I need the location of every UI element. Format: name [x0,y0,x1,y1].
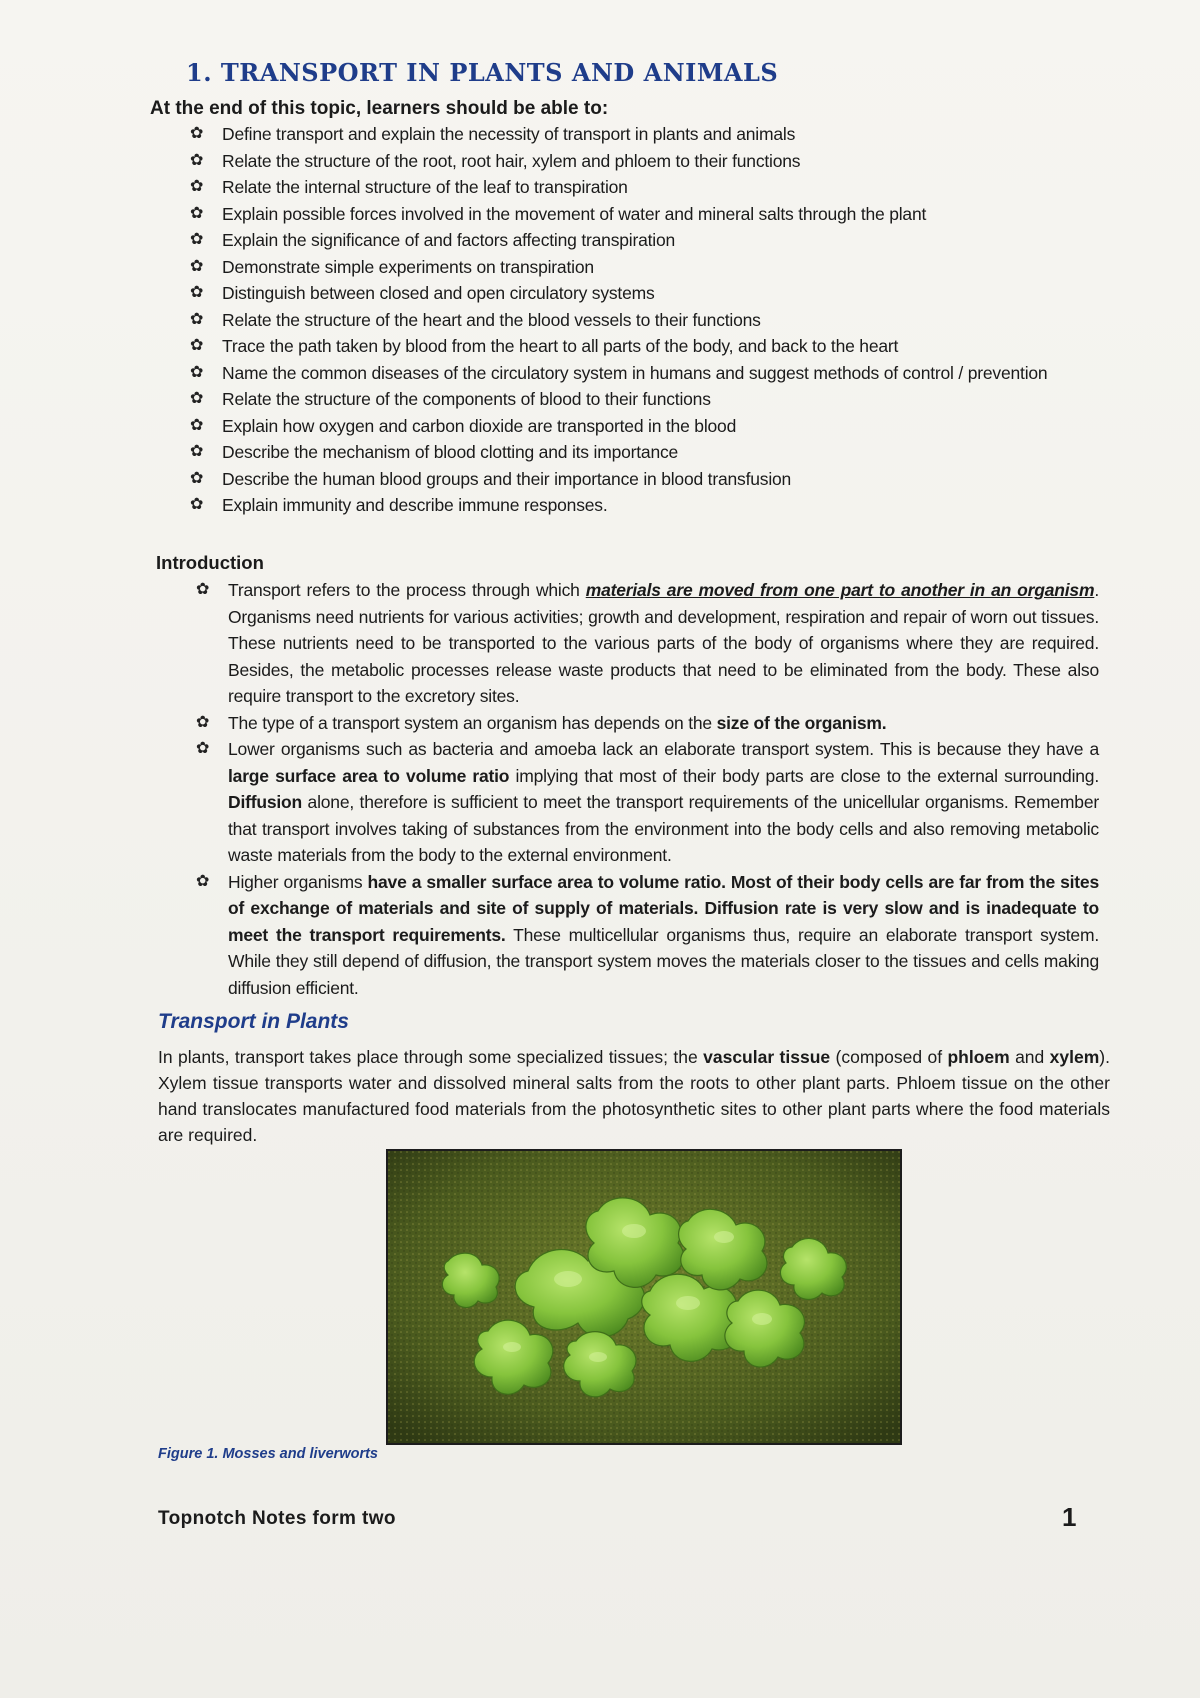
flower-bullet-icon: ✿ [190,390,204,407]
list-item: ✿ Relate the structure of the root, root hair, xylem and phloem to their functions [186,148,1086,175]
flower-bullet-icon: ✿ [196,740,210,757]
flower-bullet-icon: ✿ [190,151,204,169]
list-item: ✿ Describe the human blood groups and their importance in blood transfusion [186,466,1086,493]
list-item: ✿ Distinguish between closed and open circulatory systems [186,280,1086,307]
flower-bullet-icon: ✿ [190,125,204,142]
moss-illustration [388,1151,900,1443]
section-heading: Transport in Plants [158,1010,349,1033]
flower-bullet-icon: ✿ [196,713,210,731]
list-item: ✿ Relate the structure of the heart and the blood vessels to their functions [186,307,1086,334]
flower-bullet-icon: ✿ [190,231,204,248]
moss-photo [386,1149,902,1445]
list-item: ✿ Describe the mechanism of blood clotting and its importance [186,439,1086,466]
flower-bullet-icon: ✿ [190,178,204,195]
list-item: ✿ Explain how oxygen and carbon dioxide are transported in the blood [186,413,1086,440]
plants-paragraph: In plants, transport takes place through some specialized tissues; the vascular tissue (composed of phloem and xylem). Xylem tissue transports water and dissolved mineral salts from the roots to other plant parts. Phloem tissue on the other hand translocates manufactured food materials from the photosynthetic sites to other plant parts where the food materials are required. [158,1047,1110,1145]
list-item: ✿ The type of a transport system an organism has depends on the size of the organism. [192,710,1099,737]
flower-bullet-icon: ✿ [190,496,204,513]
list-item: ✿ Higher organisms have a smaller surface area to volume ratio. Most of their body cells are far from the sites of exchange of materials and site of supply of materials. Diffusion rate is very slow and is inadequate to meet the transport requirements. These multicellular organisms thus, require an elaborate transport system. While they still depend of diffusion, the transport system moves the materials closer to the tissues and cells making diffusion efficient. [192,869,1099,1002]
list-item: ✿ Name the common diseases of the circulatory system in humans and suggest methods of control / prevention [186,360,1086,387]
flower-bullet-icon: ✿ [196,872,210,890]
introduction-list [192,577,1099,1001]
list-item: ✿ Explain the significance of and factors affecting transpiration [186,227,1086,254]
flower-bullet-icon: ✿ [190,469,204,487]
list-item: ✿ Relate the structure of the components of blood to their functions [186,386,1086,413]
list-item: ✿ Transport refers to the process through which materials are moved from one part to another in an organism. Organisms need nutrients for various activities; growth and development, respiration and repair of worn out tissues. These nutrients need to be transported to the various parts of the body of organisms where they are required. Besides, the metabolic processes release waste products that need to be eliminated from the body. These also require transport to the excretory sites. [192,577,1099,710]
flower-bullet-icon: ✿ [190,443,204,460]
footer-title: Topnotch Notes form two [158,1508,396,1529]
list-item: ✿ Trace the path taken by blood from the heart to all parts of the body, and back to the heart [186,333,1086,360]
list-item: ✿ Lower organisms such as bacteria and amoeba lack an elaborate transport system. This is because they have a large surface area to volume ratio implying that most of their body parts are close to the external surrounding. Diffusion alone, therefore is sufficient to meet the transport requirements of the unicellular organisms. Remember that transport involves taking of substances from the environment into the body cells and also removing metabolic waste materials from the body to the external environment. [192,736,1099,869]
flower-bullet-icon: ✿ [190,416,204,434]
flower-bullet-icon: ✿ [190,337,204,354]
list-item: ✿ Relate the internal structure of the leaf to transpiration [186,174,1086,201]
flower-bullet-icon: ✿ [190,284,204,301]
flower-bullet-icon: ✿ [190,257,204,275]
key-definition: materials are moved from one part to another in an organism [585,580,1095,600]
objectives-list [186,121,1086,519]
introduction-heading: Introduction [156,552,264,573]
page-title: 1. TRANSPORT IN PLANTS AND ANIMALS [186,58,779,87]
list-item: ✿ Explain possible forces involved in the movement of water and mineral salts through the plant [186,201,1086,228]
flower-bullet-icon: ✿ [190,363,204,381]
list-item: ✿ Define transport and explain the necessity of transport in plants and animals [186,121,1086,148]
objectives-heading: At the end of this topic, learners should be able to: [150,98,609,119]
flower-bullet-icon: ✿ [196,581,210,598]
flower-bullet-icon: ✿ [190,204,204,222]
page-number: 1 [1062,1502,1077,1532]
figure-caption: Figure 1. Mosses and liverworts [158,1446,378,1462]
flower-bullet-icon: ✿ [190,310,204,328]
list-item: ✿ Explain immunity and describe immune responses. [186,492,1086,519]
list-item: ✿ Demonstrate simple experiments on transpiration [186,254,1086,281]
